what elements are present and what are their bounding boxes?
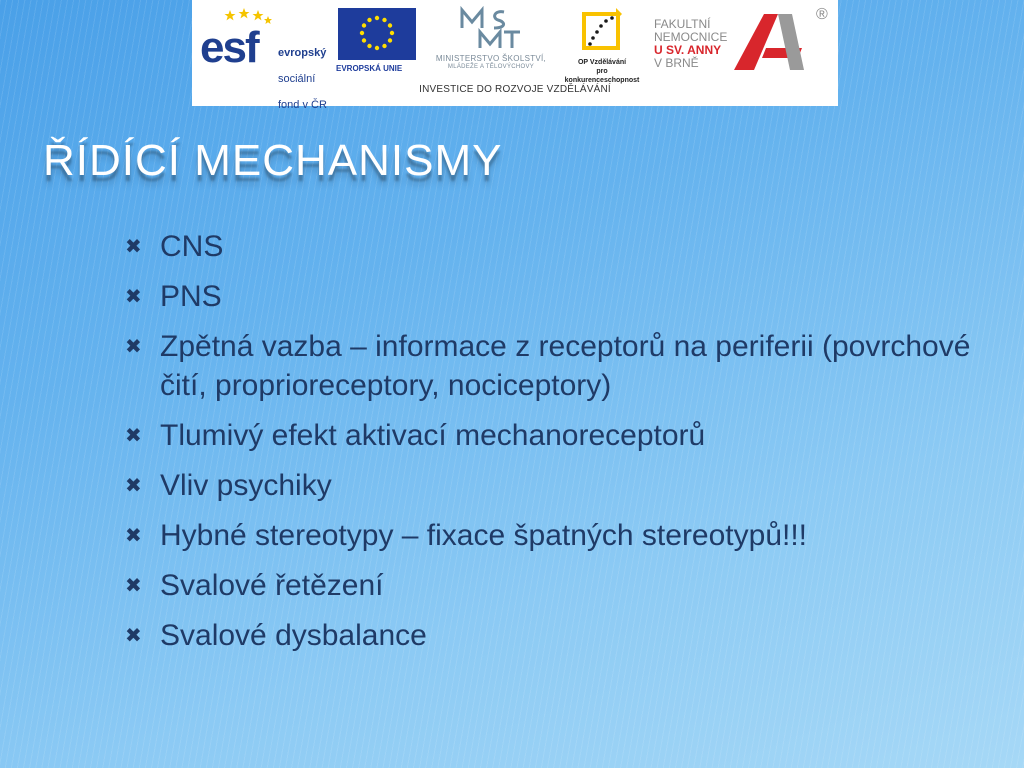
bullet-cross-icon: ✖ [125, 475, 142, 497]
registered-mark: ® [816, 6, 828, 23]
msmt-caption-line1: MINISTERSTVO ŠKOLSTVÍ, [435, 54, 547, 63]
op-emblem-icon [576, 6, 626, 56]
fn-logo [652, 6, 832, 80]
list-item-text: Svalové dysbalance [160, 619, 427, 652]
msmt-caption [426, 54, 556, 72]
fn-caption [654, 18, 727, 70]
fn-caption-line2: NEMOCNICE [654, 30, 728, 44]
esf-caption-line2: sociální [278, 73, 316, 85]
list-item [123, 616, 983, 655]
eu-logo [338, 8, 418, 74]
bullet-cross-icon: ✖ [125, 525, 142, 547]
op-caption [560, 58, 644, 85]
op-caption-line2: pro konkurenceschopnost [564, 68, 640, 84]
esf-logo [200, 8, 328, 111]
esf-caption-line3: fond v ČR [278, 99, 327, 111]
list-item [123, 516, 983, 555]
fn-caption-line4: V BRNĚ [654, 56, 699, 70]
list-item-text: CNS [160, 230, 224, 263]
list-item [123, 566, 983, 605]
bullet-cross-icon: ✖ [125, 625, 142, 647]
bullet-cross-icon: ✖ [125, 236, 142, 258]
op-logo [560, 6, 640, 84]
investice-caption: INVESTICE DO ROZVOJE VZDĚLÁVÁNÍ [419, 84, 611, 95]
op-caption-line1: OP Vzdělávání [577, 59, 627, 66]
list-item-text: PNS [160, 280, 222, 313]
list-item [123, 466, 983, 505]
fn-caption-line3: U SV. ANNY [654, 43, 722, 57]
list-item [123, 227, 983, 266]
fn-caption-line1: FAKULTNÍ [654, 17, 711, 31]
msmt-caption-line2: MLÁDEŽE A TĚLOVÝCHOVY [447, 64, 535, 70]
fn-a-emblem-icon [728, 10, 808, 72]
bullet-cross-icon: ✖ [125, 575, 142, 597]
list-item [123, 277, 983, 316]
list-item-text: Hybné stereotypy – fixace špatných stereotypů!!! [160, 519, 808, 552]
esf-caption [278, 34, 327, 125]
bullet-cross-icon: ✖ [125, 286, 142, 308]
bullet-cross-icon: ✖ [125, 425, 142, 447]
list-item [123, 327, 983, 405]
list-item [123, 416, 983, 455]
list-item-text: Svalové řetězení [160, 569, 384, 602]
bullet-cross-icon: ✖ [125, 336, 142, 358]
slide-title: ŘÍDÍCÍ MECHANISMY [43, 136, 503, 185]
header-logo-strip [192, 0, 838, 111]
msmt-monogram-icon [458, 6, 524, 52]
msmt-logo [426, 6, 552, 76]
list-item-text: Zpětná vazba – informace z receptorů na periferii (povrchové čití, proprioreceptory, nociceptory) [160, 330, 971, 402]
list-item-text: Tlumivý efekt aktivací mechanoreceptorů [160, 419, 706, 452]
bullet-list [123, 227, 983, 666]
eu-flag [338, 8, 416, 60]
list-item-text: Vliv psychiky [160, 469, 332, 502]
eu-stars-icon [338, 8, 416, 60]
msmt-monogram [426, 6, 429, 7]
eu-caption: EVROPSKÁ UNIE [336, 64, 403, 73]
esf-caption-line1: evropský [278, 47, 327, 59]
esf-letters: esf [200, 23, 258, 72]
